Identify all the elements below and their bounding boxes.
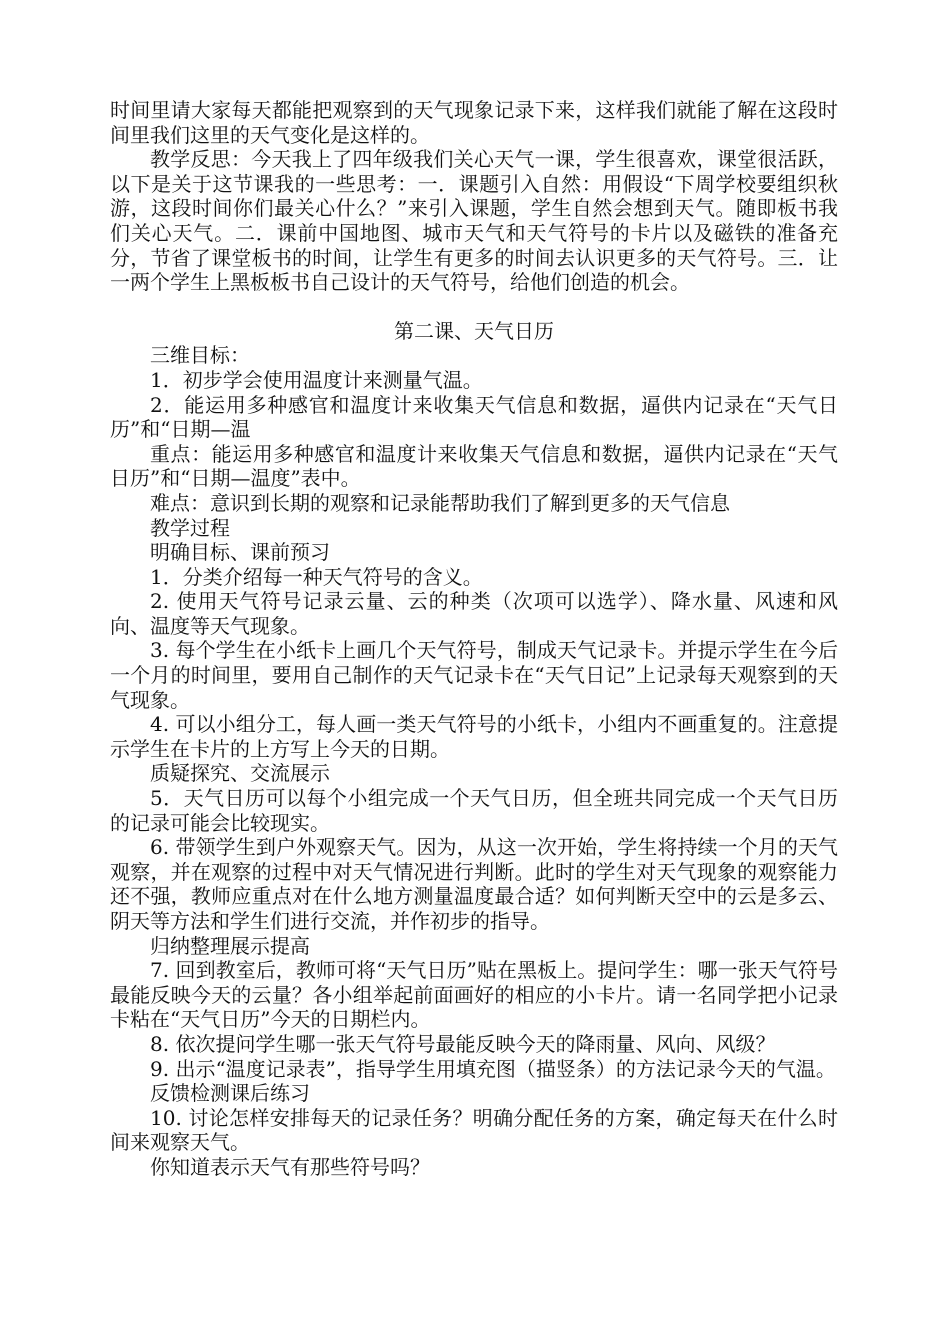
paragraph-step-3: 3. 每个学生在小纸卡上画几个天气符号，制成天气记录卡。并提示学生在今后一个月的时间里，要用自己制作的天气记录卡在“天气日记”上记录每天观察到的天气现象。 bbox=[110, 638, 838, 712]
paragraph-objective-2: 2．能运用多种感官和温度计来收集天气信息和数据，逼供内记录在“天气日历”和“日期—温 bbox=[110, 392, 838, 442]
paragraph-objective-1: 1．初步学会使用温度计来测量气温。 bbox=[150, 367, 483, 392]
paragraph-feedback-heading: 反馈检测课后练习 bbox=[150, 1081, 310, 1106]
document-page bbox=[110, 98, 838, 1180]
paragraph-step-2: 2. 使用天气符号记录云量、云的种类（次项可以选学）、降水量、风速和风向、温度等天气现象。 bbox=[110, 589, 838, 638]
paragraph-step-9: 9. 出示“温度记录表”，指导学生用填充图（描竖条）的方法记录今天的气温。 bbox=[150, 1056, 836, 1081]
paragraph-teaching-reflection: 教学反思：今天我上了四年级我们关心天气一课，学生很喜欢，课堂很活跃，以下是关于这节课我的一些思考：一．课题引入自然：用假设“下周学校要组织秋游，这段时间你们最关心什么？”来引入课题，学生自然会想到天气。随即板书我们关心天气。二．课前中国地图、城市天气和天气符号的卡片以及磁铁的准备充分，节省了课堂板书的时间，让学生有更多的时间去认识更多的天气符号。三．让一两个学生上黑板板书自己设计的天气符号，给他们创造的机会。 bbox=[110, 147, 838, 295]
paragraph-step-10: 10. 讨论怎样安排每天的记录任务？明确分配任务的方案，确定每天在什么时间来观察天气。 bbox=[110, 1105, 838, 1155]
paragraph-continuation: 时间里请大家每天都能把观察到的天气现象记录下来，这样我们就能了解在这段时间里我们这里的天气变化是这样的。 bbox=[110, 98, 838, 147]
paragraph-step-8: 8. 依次提问学生哪一张天气符号最能反映今天的降雨量、风向、风级？ bbox=[150, 1031, 776, 1056]
paragraph-difficulty: 难点：意识到长期的观察和记录能帮助我们了解到更多的天气信息 bbox=[150, 490, 730, 515]
paragraph-step-5: 5．天气日历可以每个小组完成一个天气日历，但全班共同完成一个天气日历的记录可能会比较现实。 bbox=[110, 786, 838, 835]
paragraph-preview-heading: 明确目标、课前预习 bbox=[150, 540, 330, 565]
paragraph-process-heading: 教学过程 bbox=[150, 515, 230, 540]
paragraph-step-6: 6. 带领学生到户外观察天气。因为，从这一次开始，学生将持续一个月的天气观察，并在观察的过程中对天气情况进行判断。此时的学生对天气现象的观察能力还不强，教师应重点对在什么地方测量温度最合适？如何判断天空中的云是多云、阴天等方法和学生们进行交流，并作初步的指导。 bbox=[110, 835, 838, 933]
paragraph-objectives-heading: 三维目标： bbox=[150, 343, 250, 368]
paragraph-key-point: 重点：能运用多种感官和温度计来收集天气信息和数据，逼供内记录在“天气日历”和“日期—温度”表中。 bbox=[110, 441, 838, 491]
section-title: 第二课、天气日历 bbox=[394, 318, 554, 343]
paragraph-step-7: 7. 回到教室后，教师可将“天气日历”贴在黑板上。提问学生：哪一张天气符号最能反映今天的云量？各小组举起前面画好的相应的小卡片。请一名同学把小记录卡粘在“天气日历”今天的日期栏内。 bbox=[110, 958, 838, 1032]
paragraph-step-4: 4. 可以小组分工，每人画一类天气符号的小纸卡，小组内不画重复的。注意提示学生在卡片的上方写上今天的日期。 bbox=[110, 712, 838, 761]
paragraph-question: 你知道表示天气有那些符号吗？ bbox=[150, 1154, 430, 1179]
paragraph-step-1: 1．分类介绍每一种天气符号的含义。 bbox=[150, 564, 483, 589]
paragraph-inquiry-heading: 质疑探究、交流展示 bbox=[150, 761, 330, 786]
paragraph-summary-heading: 归纳整理展示提高 bbox=[150, 933, 310, 958]
